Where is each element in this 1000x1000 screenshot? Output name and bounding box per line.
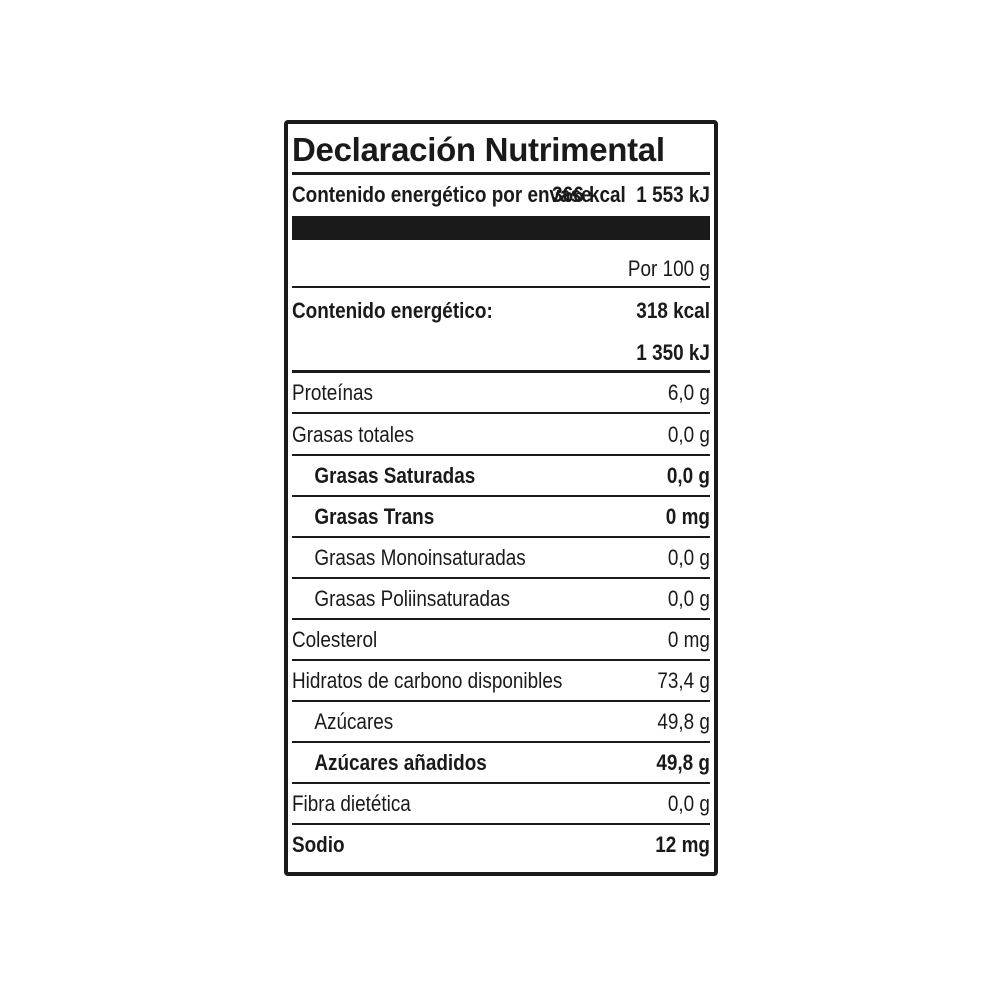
nutrient-label: Azúcares — [314, 709, 394, 734]
nutrient-label: Grasas Saturadas — [314, 463, 476, 488]
divider — [292, 577, 710, 579]
divider — [292, 823, 710, 825]
energy-kcal-value: 318 kcal — [636, 298, 710, 323]
nutrient-label: Proteínas — [292, 380, 373, 405]
nutrient-value: 73,4 g — [657, 668, 710, 693]
nutrient-value: 0,0 g — [667, 422, 710, 447]
nutrient-value: 0,0 g — [667, 791, 710, 816]
energy-per-pack-label: Contenido energético por envase — [292, 182, 592, 207]
divider — [292, 618, 710, 620]
divider — [292, 659, 710, 661]
divider — [292, 495, 710, 497]
black-band — [292, 216, 710, 240]
panel-title: Declaración Nutrimental — [292, 131, 665, 168]
nutrient-value: 0 mg — [667, 627, 710, 652]
nutrition-facts-panel — [284, 120, 718, 876]
divider — [292, 741, 710, 743]
nutrient-value: 49,8 g — [656, 750, 710, 775]
divider — [292, 370, 710, 373]
divider — [292, 782, 710, 784]
energy-kj-value: 1 350 kJ — [636, 340, 710, 365]
divider — [292, 536, 710, 538]
nutrient-label: Grasas Poliinsaturadas — [314, 586, 510, 611]
divider — [292, 454, 710, 456]
nutrient-value: 0 mg — [665, 504, 710, 529]
nutrient-value: 0,0 g — [666, 463, 710, 488]
divider — [292, 700, 710, 702]
nutrient-label: Azúcares añadidos — [314, 750, 487, 775]
per-unit-label: Por 100 g — [627, 256, 710, 281]
divider — [292, 412, 710, 414]
nutrient-label: Fibra dietética — [292, 791, 411, 816]
nutrient-label: Grasas Trans — [314, 504, 435, 529]
nutrient-value: 12 mg — [655, 832, 710, 857]
nutrient-value: 49,8 g — [657, 709, 710, 734]
nutrient-label: Grasas Monoinsaturadas — [314, 545, 526, 570]
divider — [292, 172, 710, 175]
divider — [292, 286, 710, 288]
nutrient-value: 0,0 g — [667, 545, 710, 570]
energy-per-pack-value: 366 kcal 1 553 kJ — [552, 182, 710, 207]
nutrient-label: Sodio — [292, 832, 345, 857]
nutrient-label: Grasas totales — [292, 422, 414, 447]
nutrient-value: 0,0 g — [667, 586, 710, 611]
energy-label: Contenido energético: — [292, 298, 493, 323]
nutrient-value: 6,0 g — [667, 380, 710, 405]
nutrient-label: Colesterol — [292, 627, 378, 652]
nutrient-label: Hidratos de carbono disponibles — [292, 668, 563, 693]
